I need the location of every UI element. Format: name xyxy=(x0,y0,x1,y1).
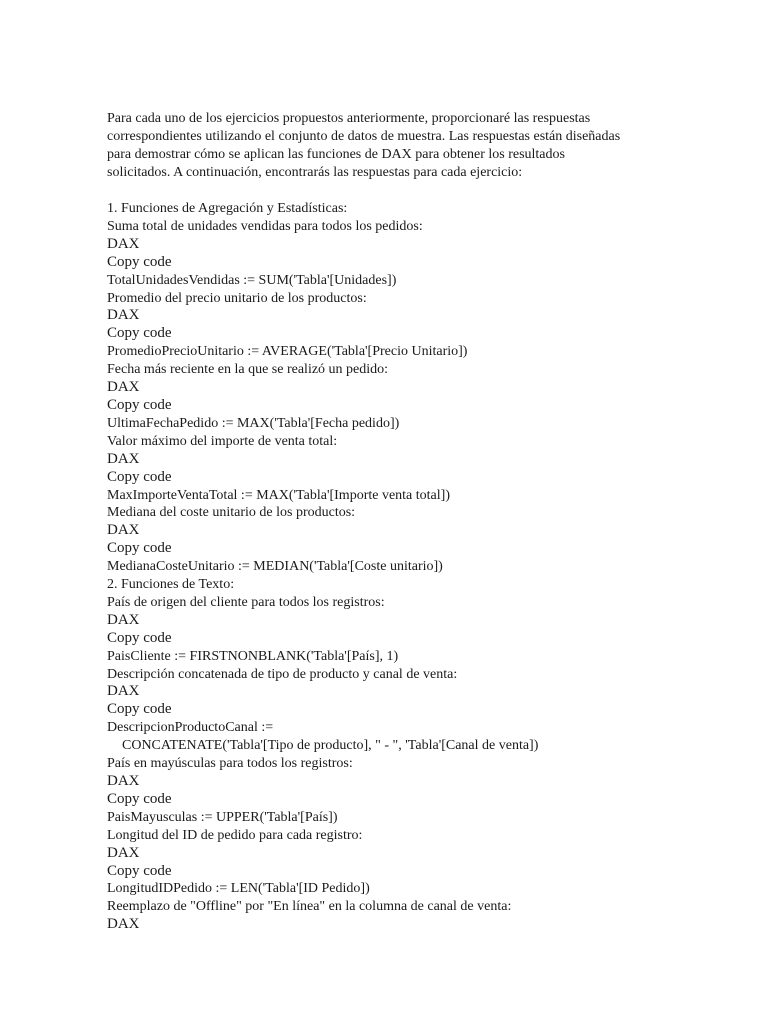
exercise-description: Descripción concatenada de tipo de producto y canal de venta: xyxy=(107,666,458,682)
dax-code-line: MedianaCosteUnitario := MEDIAN('Tabla'[Coste unitario]) xyxy=(107,559,443,575)
intro-line: Para cada uno de los ejercicios propuestos anteriormente, proporcionaré las respuestas xyxy=(107,111,591,126)
dax-code-line: PaisMayusculas := UPPER('Tabla'[País]) xyxy=(107,809,338,825)
copy-code-button[interactable]: Copy code xyxy=(107,629,172,646)
exercise-description: Valor máximo del importe de venta total: xyxy=(107,433,338,449)
dax-code-line: TotalUnidadesVendidas := SUM('Tabla'[Unidades]) xyxy=(107,272,397,288)
code-language-label: DAX xyxy=(107,379,140,396)
exercise-description: País de origen del cliente para todos los registros: xyxy=(107,594,385,610)
code-language-label: DAX xyxy=(107,683,140,700)
code-language-label: DAX xyxy=(107,235,140,252)
exercise-description: Promedio del precio unitario de los productos: xyxy=(107,290,367,306)
code-language-label: DAX xyxy=(107,307,140,324)
dax-code-line: PaisCliente := FIRSTNONBLANK('Tabla'[País], 1) xyxy=(107,648,399,664)
intro-line: correspondientes utilizando el conjunto de datos de muestra. Las respuestas están diseñadas xyxy=(107,129,621,144)
copy-code-button[interactable]: Copy code xyxy=(107,540,172,557)
copy-code-button[interactable]: Copy code xyxy=(107,862,172,879)
intro-paragraph xyxy=(107,110,707,182)
section-heading-text: 2. Funciones de Texto: xyxy=(107,577,235,593)
code-language-label: DAX xyxy=(107,844,140,861)
intro-line: para demostrar cómo se aplican las funciones de DAX para obtener los resultados xyxy=(107,147,565,162)
code-language-label: DAX xyxy=(107,611,140,628)
exercise-description: Fecha más reciente en la que se realizó un pedido: xyxy=(107,362,389,378)
section-heading-aggregation: 1. Funciones de Agregación y Estadísticas: xyxy=(107,201,348,216)
answers-list xyxy=(107,200,707,934)
code-language-label: DAX xyxy=(107,773,140,789)
copy-code-button[interactable]: Copy code xyxy=(107,325,172,342)
dax-code-line-continued: CONCATENATE('Tabla'[Tipo de producto], " - ", 'Tabla'[Canal de venta]) xyxy=(122,738,539,754)
exercise-description: Reemplazo de "Offline" por "En línea" en la columna de canal de venta: xyxy=(107,899,512,915)
code-language-label: DAX xyxy=(107,916,140,933)
copy-code-button[interactable]: Copy code xyxy=(107,468,172,485)
dax-code-line: DescripcionProductoCanal := xyxy=(107,720,274,736)
exercise-description: País en mayúsculas para todos los registros: xyxy=(107,756,353,772)
copy-code-button[interactable]: Copy code xyxy=(107,701,172,718)
dax-code-line: LongitudIDPedido := LEN('Tabla'[ID Pedido]) xyxy=(107,881,370,897)
copy-code-button[interactable]: Copy code xyxy=(107,396,172,413)
intro-line: solicitados. A continuación, encontrarás las respuestas para cada ejercicio: xyxy=(107,165,523,180)
copy-code-button[interactable]: Copy code xyxy=(107,253,172,270)
code-language-label: DAX xyxy=(107,450,140,467)
document-page xyxy=(107,110,707,934)
dax-code-line: PromedioPrecioUnitario := AVERAGE('Tabla'[Precio Unitario]) xyxy=(107,344,468,360)
code-language-label: DAX xyxy=(107,522,140,539)
dax-code-line: MaxImporteVentaTotal := MAX('Tabla'[Importe venta total]) xyxy=(107,487,450,503)
exercise-description: Longitud del ID de pedido para cada registro: xyxy=(107,827,363,843)
paragraph-gap xyxy=(107,182,707,200)
dax-code-line: UltimaFechaPedido := MAX('Tabla'[Fecha pedido]) xyxy=(107,415,400,431)
copy-code-button[interactable]: Copy code xyxy=(107,790,172,807)
exercise-description: Suma total de unidades vendidas para todos los pedidos: xyxy=(107,218,423,234)
exercise-description: Mediana del coste unitario de los productos: xyxy=(107,505,356,521)
